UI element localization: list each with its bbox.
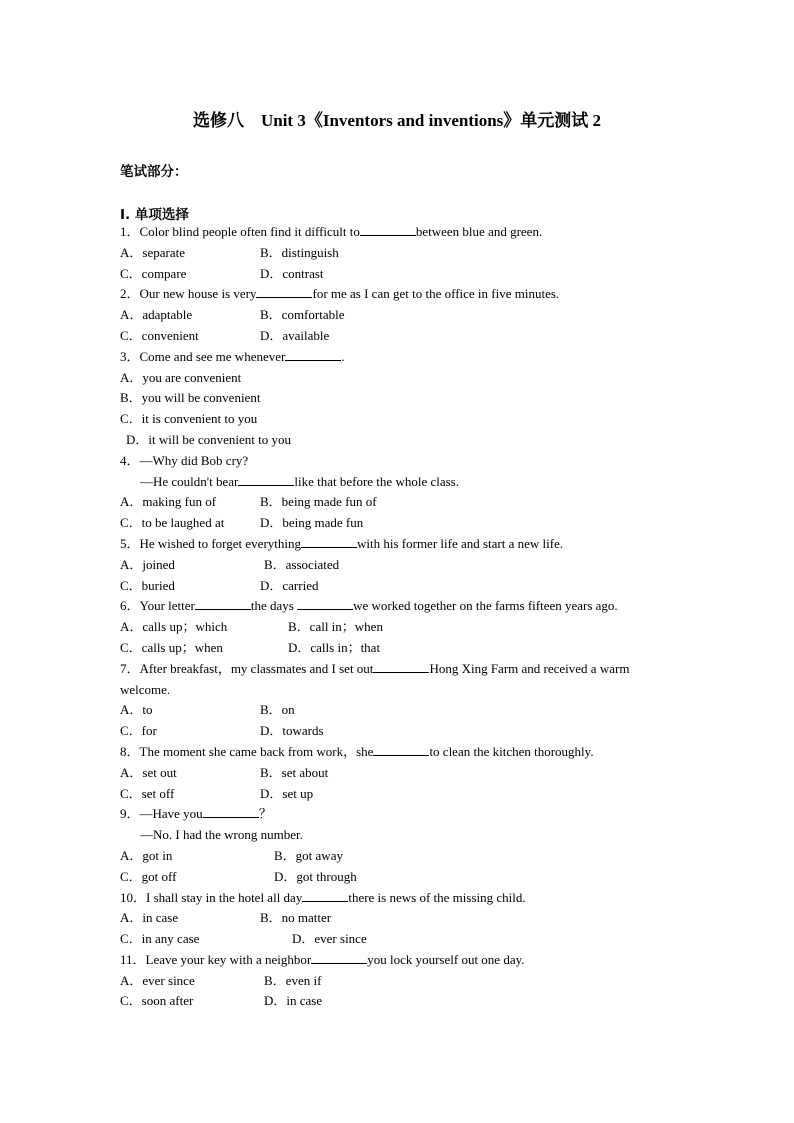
question-3-option: B．you will be convenient: [120, 390, 261, 406]
answer-blank: [302, 889, 348, 902]
option: A．calls up；which: [120, 619, 228, 635]
option: A．got in: [120, 847, 173, 863]
option: C．in any case: [120, 931, 200, 947]
option: D．towards: [260, 723, 324, 739]
question-3-stem: 3．Come and see me whenever .: [120, 348, 345, 364]
question-10-stem: 10．I shall stay in the hotel all day there is news of the missing child.: [120, 889, 526, 905]
question-9-options-row-1: [120, 846, 690, 867]
option: D．contrast: [260, 265, 324, 281]
question-11-stem: 11．Leave your key with a neighbor you lock yourself out one day.: [120, 951, 525, 967]
option: D．carried: [260, 577, 319, 593]
question-6-options-row-2: [120, 638, 690, 659]
question-3-option: C．it is convenient to you: [120, 411, 258, 427]
question-5-options-row-1: [120, 555, 690, 576]
question-4-reply: —He couldn't bear like that before the whole class.: [140, 473, 459, 489]
question-4-options-row-1: [120, 492, 690, 513]
option: C．set off: [120, 785, 175, 801]
question-7-stem: 7．After breakfast，my classmates and I set out Hong Xing Farm and received a warm: [120, 660, 630, 676]
option: D．got through: [274, 868, 357, 884]
question-8-stem: 8．The moment she came back from work，she to clean the kitchen thoroughly.: [120, 743, 594, 759]
option: B．no matter: [260, 910, 332, 926]
answer-blank: [238, 473, 294, 486]
option: A．set out: [120, 764, 177, 780]
answer-blank: [195, 597, 251, 610]
option: B．associated: [264, 556, 340, 572]
option: C．soon after: [120, 993, 194, 1009]
question-list: [120, 222, 690, 1012]
option: A．ever since: [120, 972, 195, 988]
question-10-options-row-2: [120, 929, 690, 950]
option: C．to be laughed at: [120, 515, 225, 531]
option: B．even if: [264, 972, 322, 988]
question-2-stem: 2．Our new house is very for me as I can get to the office in five minutes.: [120, 286, 560, 302]
question-2-options-row-2: [120, 326, 690, 347]
option: A．joined: [120, 556, 175, 572]
question-9-options-row-2: [120, 867, 690, 888]
option: B．call in；when: [288, 619, 383, 635]
question-10-options-row-1: [120, 908, 690, 929]
question-2-options-row-1: [120, 305, 690, 326]
option: D．being made fun: [260, 515, 364, 531]
question-6-options-row-1: [120, 617, 690, 638]
page-title: 选修八 Unit 3《Inventors and inventions》单元测试 2: [192, 111, 602, 130]
option: A．adaptable: [120, 307, 193, 323]
answer-blank: [360, 223, 416, 236]
question-11-options-row-2: [120, 991, 690, 1012]
answer-blank: [285, 348, 341, 361]
option: C．calls up；when: [120, 639, 223, 655]
answer-blank: [373, 743, 429, 756]
section-heading: I. 单项选择: [120, 207, 189, 223]
option: A．in case: [120, 910, 179, 926]
option: D．in case: [264, 993, 323, 1009]
answer-blank: [297, 597, 353, 610]
question-9-reply: —No. I had the wrong number.: [140, 827, 303, 843]
option: B．distinguish: [260, 244, 339, 260]
question-9-stem: 9．—Have you ？: [120, 806, 272, 822]
option: C．compare: [120, 265, 187, 281]
option: A．making fun of: [120, 494, 217, 510]
answer-blank: [311, 951, 367, 964]
option: B．on: [260, 702, 295, 718]
question-7-options-row-2: [120, 721, 690, 742]
option: B．comfortable: [260, 307, 345, 323]
question-7-stem-continued: welcome.: [120, 681, 171, 697]
option: C．convenient: [120, 327, 199, 343]
option: D．ever since: [292, 931, 367, 947]
option: D．available: [260, 327, 330, 343]
question-6-stem: 6．Your letter the days we worked together on the farms fifteen years ago.: [120, 598, 618, 614]
option: B．being made fun of: [260, 494, 377, 510]
option: B．set about: [260, 764, 329, 780]
question-8-options-row-1: [120, 763, 690, 784]
question-1-options-row-1: [120, 243, 690, 264]
option: A．separate: [120, 244, 185, 260]
question-5-options-row-2: [120, 576, 690, 597]
question-3-option: A．you are convenient: [120, 369, 242, 385]
answer-blank: [373, 660, 429, 673]
option: A．to: [120, 702, 153, 718]
question-7-options-row-1: [120, 700, 690, 721]
question-4-stem: 4．—Why did Bob cry?: [120, 452, 249, 468]
option: B．got away: [274, 847, 343, 863]
question-3-option: D．it will be convenient to you: [126, 431, 292, 447]
question-5-stem: 5．He wished to forget everything with his former life and start a new life.: [120, 535, 564, 551]
answer-blank: [203, 805, 259, 818]
option: C．for: [120, 723, 157, 739]
question-1-stem: 1．Color blind people often find it difficult to between blue and green.: [120, 224, 543, 239]
option: D．set up: [260, 785, 314, 801]
written-part-heading: 笔试部分：: [120, 164, 188, 180]
question-11-options-row-1: [120, 971, 690, 992]
answer-blank: [256, 285, 312, 298]
answer-blank: [301, 535, 357, 548]
option: C．got off: [120, 868, 177, 884]
question-4-options-row-2: [120, 513, 690, 534]
question-1-options-row-2: [120, 264, 690, 285]
option: C．buried: [120, 577, 175, 593]
question-8-options-row-2: [120, 784, 690, 805]
option: D．calls in；that: [288, 639, 381, 655]
